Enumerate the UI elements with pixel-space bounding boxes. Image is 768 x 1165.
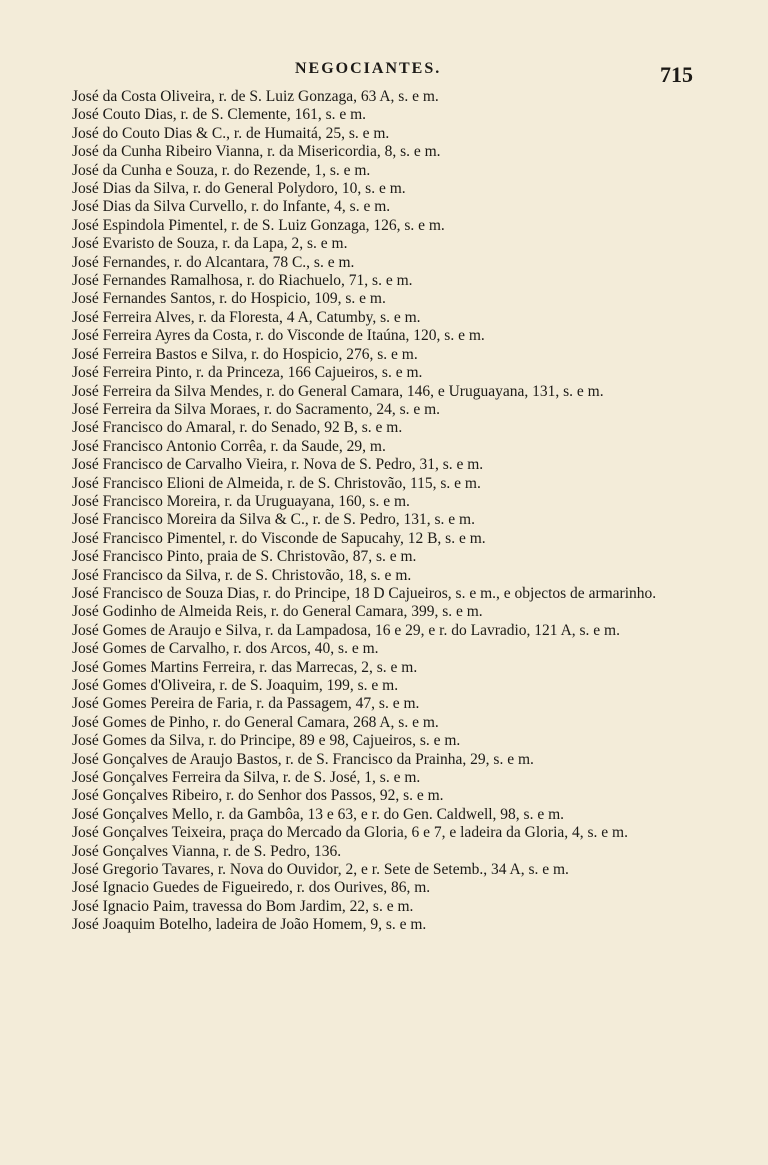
list-item: José Ferreira Alves, r. da Floresta, 4 A, Catumby, s. e m. [72, 308, 421, 326]
list-item: José Gonçalves Teixeira, praça do Mercado da Gloria, 6 e 7, e ladeira da Gloria, 4, s. e m. [72, 824, 628, 842]
list-item: José Gomes Pereira de Faria, r. da Passagem, 47, s. e m. [72, 695, 420, 713]
list-item: José Ferreira da Silva Moraes, r. do Sacramento, 24, s. e m. [72, 400, 441, 418]
list-item: José Francisco Moreira, r. da Uruguayana, 160, s. e m. [72, 492, 410, 510]
list-item: José Gomes Martins Ferreira, r. das Marrecas, 2, s. e m. [72, 658, 418, 676]
section-title: NEGOCIANTES. [295, 60, 442, 77]
list-item: José Gomes de Araujo e Silva, r. da Lampadosa, 16 e 29, e r. do Lavradio, 121 A, s. e m. [72, 621, 620, 639]
list-item: José Gomes de Pinho, r. do General Camara, 268 A, s. e m. [72, 713, 439, 731]
list-item: José Fernandes, r. do Alcantara, 78 C., s. e m. [72, 253, 355, 271]
list-item: José da Costa Oliveira, r. de S. Luiz Gonzaga, 63 A, s. e m. [72, 88, 439, 105]
list-item: José Gonçalves Ferreira da Silva, r. de S. José, 1, s. e m. [72, 769, 421, 787]
list-item: José Joaquim Botelho, ladeira de João Homem, 9, s. e m. [72, 916, 427, 934]
list-item: José Gonçalves Vianna, r. de S. Pedro, 136. [72, 842, 342, 860]
list-item: José Francisco Pimentel, r. do Visconde de Sapucahy, 12 B, s. e m. [72, 529, 486, 547]
list-item: José Dias da Silva, r. do General Polydoro, 10, s. e m. [72, 180, 406, 198]
list-item: José Fernandes Ramalhosa, r. do Riachuelo, 71, s. e m. [72, 272, 413, 290]
list-item: José Francisco Moreira da Silva & C., r. de S. Pedro, 131, s. e m. [72, 511, 475, 529]
list-item: José Ferreira da Silva Mendes, r. do General Camara, 146, e Uruguayana, 131, s. e m. [72, 382, 604, 400]
list-item: José Francisco Elioni de Almeida, r. de S. Christovão, 115, s. e m. [72, 474, 481, 492]
merchant-list [72, 88, 712, 935]
list-item: José Francisco de Carvalho Vieira, r. Nova de S. Pedro, 31, s. e m. [72, 456, 484, 474]
list-item: José Gregorio Tavares, r. Nova do Ouvidor, 2, e r. Sete de Setemb., 34 A, s. e m. [72, 861, 569, 879]
list-item: José Ignacio Guedes de Figueiredo, r. dos Ourives, 86, m. [72, 879, 431, 897]
list-item: José Gomes de Carvalho, r. dos Arcos, 40, s. e m. [72, 640, 379, 658]
list-item: José Gonçalves Ribeiro, r. do Senhor dos Passos, 92, s. e m. [72, 787, 444, 805]
list-item: José Francisco do Amaral, r. do Senado, 92 B, s. e m. [72, 419, 403, 437]
list-item: José Ignacio Paim, travessa do Bom Jardim, 22, s. e m. [72, 897, 414, 915]
list-item: José Francisco da Silva, r. de S. Christovão, 18, s. e m. [72, 566, 412, 584]
list-item: José Fernandes Santos, r. do Hospicio, 109, s. e m. [72, 290, 386, 308]
list-item: José Ferreira Ayres da Costa, r. do Visconde de Itaúna, 120, s. e m. [72, 327, 485, 345]
list-item: José Francisco Antonio Corrêa, r. da Saude, 29, m. [72, 437, 386, 455]
list-item: José Gonçalves Mello, r. da Gambôa, 13 e 63, e r. do Gen. Caldwell, 98, s. e m. [72, 805, 565, 823]
list-item: José Dias da Silva Curvello, r. do Infante, 4, s. e m. [72, 198, 391, 216]
list-item: José Ferreira Pinto, r. da Princeza, 166 Cajueiros, s. e m. [72, 364, 423, 382]
list-item: José Couto Dias, r. de S. Clemente, 161, s. e m. [72, 106, 367, 124]
list-item: José Gonçalves de Araujo Bastos, r. de S. Francisco da Prainha, 29, s. e m. [72, 750, 534, 768]
page-number: 715 [660, 62, 693, 87]
list-item: José da Cunha e Souza, r. do Rezende, 1, s. e m. [72, 161, 371, 179]
list-item: José Godinho de Almeida Reis, r. do General Camara, 399, s. e m. [72, 603, 483, 621]
list-item: José Evaristo de Souza, r. da Lapa, 2, s. e m. [72, 235, 348, 253]
list-item: José Gomes da Silva, r. do Principe, 89 e 98, Cajueiros, s. e m. [72, 732, 461, 750]
page-header [0, 60, 768, 87]
list-item: José Gomes d'Oliveira, r. de S. Joaquim, 199, s. e m. [72, 677, 399, 694]
list-item: José do Couto Dias & C., r. de Humaitá, 25, s. e m. [72, 124, 390, 142]
list-item: José Ferreira Bastos e Silva, r. do Hospicio, 276, s. e m. [72, 345, 418, 363]
list-item: José Francisco Pinto, praia de S. Christovão, 87, s. e m. [72, 548, 417, 566]
list-item: José Francisco de Souza Dias, r. do Principe, 18 D Cajueiros, s. e m., e objectos de armarinho. [72, 584, 657, 602]
list-item: José Espindola Pimentel, r. de S. Luiz Gonzaga, 126, s. e m. [72, 216, 445, 234]
list-item: José da Cunha Ribeiro Vianna, r. da Misericordia, 8, s. e m. [72, 143, 441, 161]
